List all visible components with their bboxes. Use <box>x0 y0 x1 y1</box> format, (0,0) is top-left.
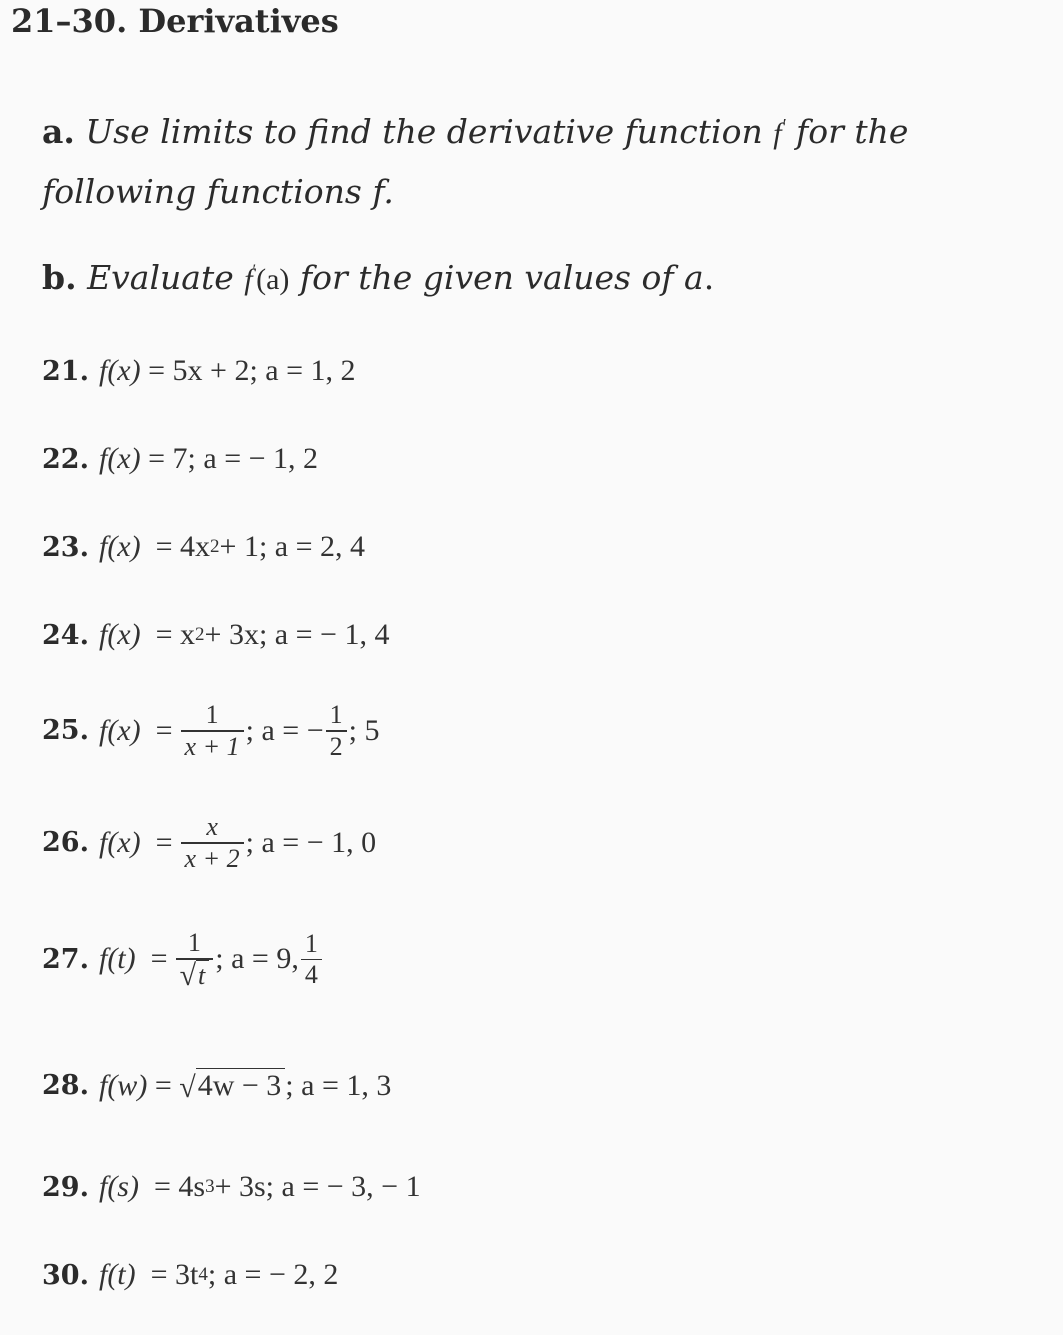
instruction-b-letter: b. <box>42 258 77 297</box>
derivative-symbol: f′ <box>773 115 786 150</box>
problem-number: 21. <box>42 355 89 387</box>
problem-29 <box>42 1170 421 1204</box>
problem-22 <box>42 442 318 476</box>
problem-expression: f(w) = √ 4w − 3 ; a = 1, 3 <box>98 1068 392 1104</box>
fraction: $\frac{1}{4}$ <box>301 929 322 991</box>
instruction-b-text-2: for the given values of a. <box>299 258 715 297</box>
problem-expression: f(t) = 1 √ t ; a = 9, $\frac{1}{4}$ <box>99 928 324 991</box>
instruction-a-text-2: for the <box>796 112 909 151</box>
problem-23 <box>42 530 365 564</box>
problem-number: 26. <box>42 827 89 859</box>
problem-expression: f(s) = 4s 3 + 3s; a = − 3, − 1 <box>98 1170 421 1203</box>
problem-number: 25. <box>42 715 89 747</box>
problem-expression: f(x) = 5x + 2; a = 1, 2 <box>98 354 356 387</box>
fraction: $\frac{1}{x + 1}$ <box>181 700 244 762</box>
instruction-b-text: Evaluate <box>87 258 234 297</box>
problem-number: 24. <box>42 619 89 651</box>
problem-number: 27. <box>42 943 89 975</box>
derivative-at-a: f′(a) <box>244 262 290 296</box>
problem-30 <box>42 1258 338 1292</box>
problem-number: 28. <box>42 1070 89 1101</box>
fraction: $\frac{x}{x + 2}$ <box>181 812 244 874</box>
fraction: 1 √ t <box>176 928 214 991</box>
problem-27 <box>42 928 324 991</box>
problem-26 <box>42 812 376 874</box>
problem-21 <box>42 354 356 388</box>
instruction-a-line2-text: following functions <box>42 172 362 211</box>
problem-number: 22. <box>42 443 89 475</box>
fraction: $\frac{1}{2}$ <box>326 700 347 762</box>
instruction-a-line2 <box>42 172 394 211</box>
problem-expression: f(x) = 7; a = − 1, 2 <box>98 442 319 475</box>
problem-expression: f(x) = $\frac{1}{x + 1}$ ; a = − $\frac{1}{2}$ ; 5 <box>98 700 380 761</box>
section-title: 21–30. Derivatives <box>11 2 339 40</box>
sqrt: √ 4w − 3 <box>179 1068 285 1103</box>
problem-24 <box>42 618 389 652</box>
problem-25 <box>42 700 379 762</box>
instruction-a <box>42 112 908 151</box>
problem-28 <box>42 1068 391 1103</box>
sqrt: √ t <box>176 960 214 991</box>
problem-number: 30. <box>42 1259 89 1291</box>
problem-expression: f(t) = 3t 4 ; a = − 2, 2 <box>98 1258 339 1291</box>
instruction-a-letter: a. <box>42 112 75 151</box>
problem-number: 29. <box>42 1171 89 1203</box>
instruction-b <box>42 258 714 297</box>
problem-number: 23. <box>42 531 89 563</box>
problem-expression: f(x) = $\frac{x}{x + 2}$ ; a = − 1, 0 <box>98 812 377 873</box>
instruction-a-func: f. <box>372 172 394 211</box>
problem-expression: f(x) = 4x 2 + 1; a = 2, 4 <box>98 530 366 563</box>
instruction-a-text: Use limits to find the derivative function <box>85 112 763 151</box>
problem-expression: f(x) = x 2 + 3x; a = − 1, 4 <box>98 618 390 651</box>
